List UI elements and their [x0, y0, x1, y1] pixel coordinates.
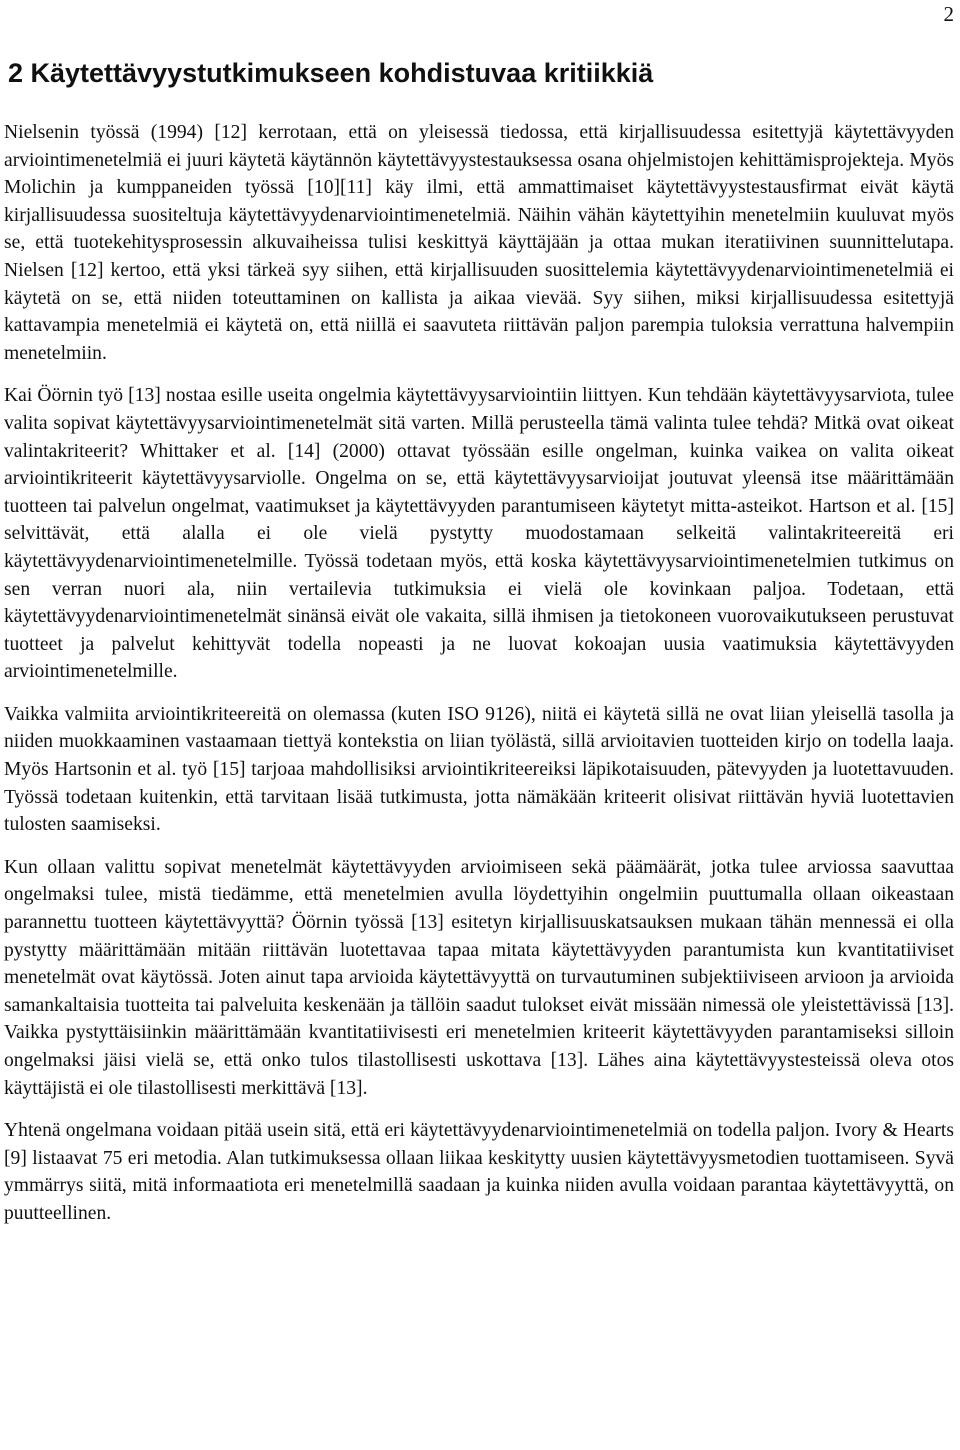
paragraph: Nielsenin työssä (1994) [12] kerrotaan, että on yleisessä tiedossa, että kirjallisuudessa esitettyjä käytettävyyden arviointimenetelmiä ei juuri käytetä käytännön käytettävyystestauksessa osana ohjelmistojen kehittämisprojekteja. Myös Molichin ja kumppaneiden työssä [10][11] käy ilmi, että ammattimaiset käytettävyystestausfirmat eivät käytä kirjallisuudessa suositeltuja käytettävyydenarviointimenetelmiä. Näihin vähän käytettyihin menetelmiin kuuluvat myös se, että tuotekehitysprosessin alkuvaiheissa tulisi keskittyä käyttäjään ja ottaa mukan iteratiivinen suunnittelutapa. Nielsen [12] kertoo, että yksi tärkeä syy siihen, että kirjallisuuden suosittelemia käytettävyydenarviointimenetelmiä ei käytetä on se, että niiden toteuttaminen on kallista ja aikaa vievää. Syy siihen, miksi kirjallisuudessa esitettyjä kattavampia menetelmiä ei käytetä on, että niillä ei saavuteta riittävän paljon parempia tuloksia verrattuna halvempiin menetelmiin.	[4, 122, 954, 364]
paragraph: Yhtenä ongelmana voidaan pitää usein sitä, että eri käytettävyydenarviointimenetelmiä on todella paljon. Ivory & Hearts [9] listaavat 75 eri metodia. Alan tutkimuksessa ollaan liikaa keskitytty uusien käytettävyysmetodien tuottamiseen. Syvä ymmärrys siitä, mitä informaatiota eri menetelmillä saadaan ja kuinka niiden avulla voidaan parantaa käytettävyyttä, on puutteellinen.	[4, 1120, 954, 1224]
paragraph: Kai Öörnin työ [13] nostaa esille useita ongelmia käytettävyysarviointiin liittyen. Kun tehdään käytettävyysarviota, tulee valita sopivat käytettävyysarviointimenetelmät sitä varten. Millä perusteella tämä valinta tulee tehdä? Mitkä ovat oikeat valintakriteerit? Whittaker et al. [14] (2000) ottavat työssään esille ongelman, kuinka vaikea on valita oikeat arviointikriteerit käytettävyysarviolle. Ongelma on se, että käytettävyysarvioijat joutuvat yleensä itse määrittämään tuotteen tai palvelun ongelmat, vaatimukset ja käytettävyyden parantumiseen käytetyt mitta-asteikot. Hartson et al. [15] selvittävät, että alalla ei ole vielä pystytty muodostamaan selkeitä valintakriteereitä eri käytettävyydenarviointimenetelmille. Työssä todetaan myös, että koska käytettävyysarviointimenetelmien tutkimus on sen verran nuori ala, niin vertailevia tutkimuksia ei vielä ole kovinkaan paljoa. Todetaan, että käytettävyydenarviointimenetelmät sinänsä eivät ole vakaita, sillä ihmisen ja tietokoneen vuorovaikutukseen perustuvat tuotteet ja palvelut kehittyvät todella nopeasti ja ne luovat kokoajan uusia vaatimuksia käytettävyyden arviointimenetelmille.	[4, 385, 954, 683]
body-text	[4, 119, 954, 1243]
paragraph: Vaikka valmiita arviointikriteereitä on olemassa (kuten ISO 9126), niitä ei käytetä sillä ne ovat liian yleisellä tasolla ja niiden muokkaaminen vastaamaan tiettyä kontekstia on liian työlästä, sillä arvioitavien tuotteiden kirjo on todella laaja. Myös Hartsonin et al. työ [15] tarjoaa mahdollisiksi arviointikriteereiksi läpikotaisuuden, pätevyyden ja luotettavuuden. Työssä todetaan kuitenkin, että tarvitaan lisää tutkimusta, jotta nämäkään kriteerit olisivat riittävän hyviä luotettavien tulosten saamiseksi.	[4, 703, 954, 836]
page-number: 2	[943, 2, 954, 26]
paragraph: Kun ollaan valittu sopivat menetelmät käytettävyyden arvioimiseen sekä päämäärät, jotka tulee arviossa saavuttaa ongelmaksi tulee, mistä tiedämme, että menetelmien avulla löydettyihin ongelmiin puuttumalla ollaan oikeastaan parannettu tuotteen käytettävyyttä? Öörnin työssä [13] esitetyn kirjallisuuskatsauksen mukaan tähän mennessä ei olla pystytty määrittämään mitään riittävän luotettavaa tapaa mitata käytettävyyden parantumista kun kvantitatiiviset menetelmät ovat käytössä. Joten ainut tapa arvioida käytettävyyttä on turvautuminen subjektiiviseen arvioon ja arvioida samankaltaisia tuotteita tai palveluita keskenään ja tällöin saadut tulokset eivät missään nimessä ole yleistettävissä [13]. Vaikka pystyttäisiinkin määrittämään kvantitatiivisesti eri menetelmien kriteerit käytettävyyden parantamiseksi silloin ongelmaksi jäisi vielä se, että onko tulos tilastollisesti uskottava [13]. Lähes aina käytettävyystesteissä oleva otos käyttäjistä ei ole tilastollisesti merkittävä [13].	[4, 856, 954, 1099]
section-heading: 2 Käytettävyystutkimukseen kohdistuvaa kritiikkiä	[8, 58, 654, 88]
